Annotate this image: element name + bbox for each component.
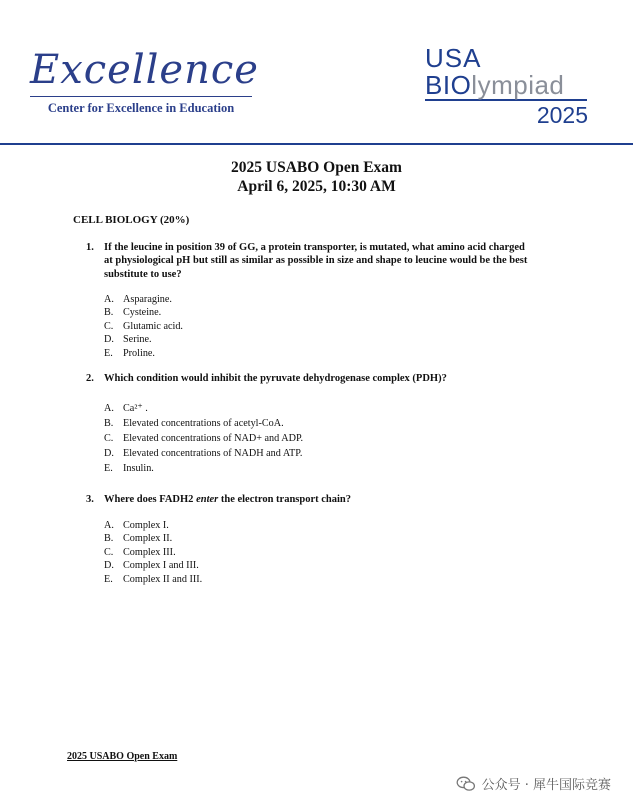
logo-bio: BIO (425, 70, 472, 100)
logo-usa: USA (425, 43, 482, 73)
question-3-options (104, 519, 202, 586)
question-1-options (104, 293, 183, 360)
question-2-options (104, 401, 303, 476)
option-c[interactable]: C. Glutamic acid. (104, 320, 183, 332)
option-b[interactable]: B. Cysteine. (104, 307, 162, 319)
excellence-subtitle: Center for Excellence in Education (47, 101, 235, 115)
option-e[interactable]: E. Complex II and III. (104, 573, 203, 585)
usa-biolympiad-logo (425, 45, 590, 129)
option-a[interactable]: A. Asparagine. (104, 294, 172, 305)
page-footer: 2025 USABO Open Exam (67, 751, 178, 762)
question-2 (86, 372, 536, 385)
logo-divider (30, 96, 252, 97)
logo-lympiad: lympiad (471, 70, 565, 100)
option-b[interactable]: B. Complex II. (104, 533, 173, 545)
exam-title: 2025 USABO Open Exam (231, 159, 402, 176)
header-divider (0, 143, 633, 145)
question-number: 3. (86, 494, 94, 505)
option-e[interactable]: E. Proline. (104, 347, 155, 359)
option-d[interactable]: D. Serine. (104, 334, 152, 346)
option-a[interactable]: A. Ca²⁺ . (104, 403, 148, 414)
question-1 (86, 241, 536, 281)
exam-date: April 6, 2025, 10:30 AM (237, 178, 396, 195)
section-heading: CELL BIOLOGY (20%) (73, 214, 190, 226)
option-a[interactable]: A. Complex I. (104, 520, 169, 531)
question-text: Where does FADH2 enter the electron transport chain? (104, 494, 352, 505)
watermark-text: 公众号 · 犀牛国际竞赛 (481, 778, 611, 793)
option-e[interactable]: E. Insulin. (104, 463, 154, 474)
question-3 (86, 493, 536, 506)
option-b[interactable]: B. Elevated concentrations of acetyl-CoA. (104, 418, 284, 429)
wechat-icon (456, 776, 476, 792)
logo-year: 2025 (536, 102, 588, 128)
excellence-wordmark: Excellence (30, 47, 259, 93)
option-c[interactable]: C. Elevated concentrations of NAD+ and ADP. (104, 433, 304, 444)
wechat-watermark (456, 774, 611, 793)
option-d[interactable]: D. Complex I and III. (104, 560, 199, 572)
option-c[interactable]: C. Complex III. (104, 546, 176, 558)
question-number: 2. (86, 373, 94, 384)
option-d[interactable]: D. Elevated concentrations of NADH and ATP. (104, 448, 303, 459)
excellence-logo (30, 47, 259, 116)
question-text: If the leucine in position 39 of GG, a protein transporter, is mutated, what amino acid charged at physiological pH but still as similar as possible in size and shape to leucine would be the best substitute to use? (104, 242, 528, 280)
question-number: 1. (86, 242, 94, 253)
logo-biolympiad (425, 72, 590, 99)
emphasis-enter: enter (196, 494, 219, 505)
exam-header (0, 158, 633, 196)
question-text: Which condition would inhibit the pyruvate dehydrogenase complex (PDH)? (104, 373, 447, 384)
